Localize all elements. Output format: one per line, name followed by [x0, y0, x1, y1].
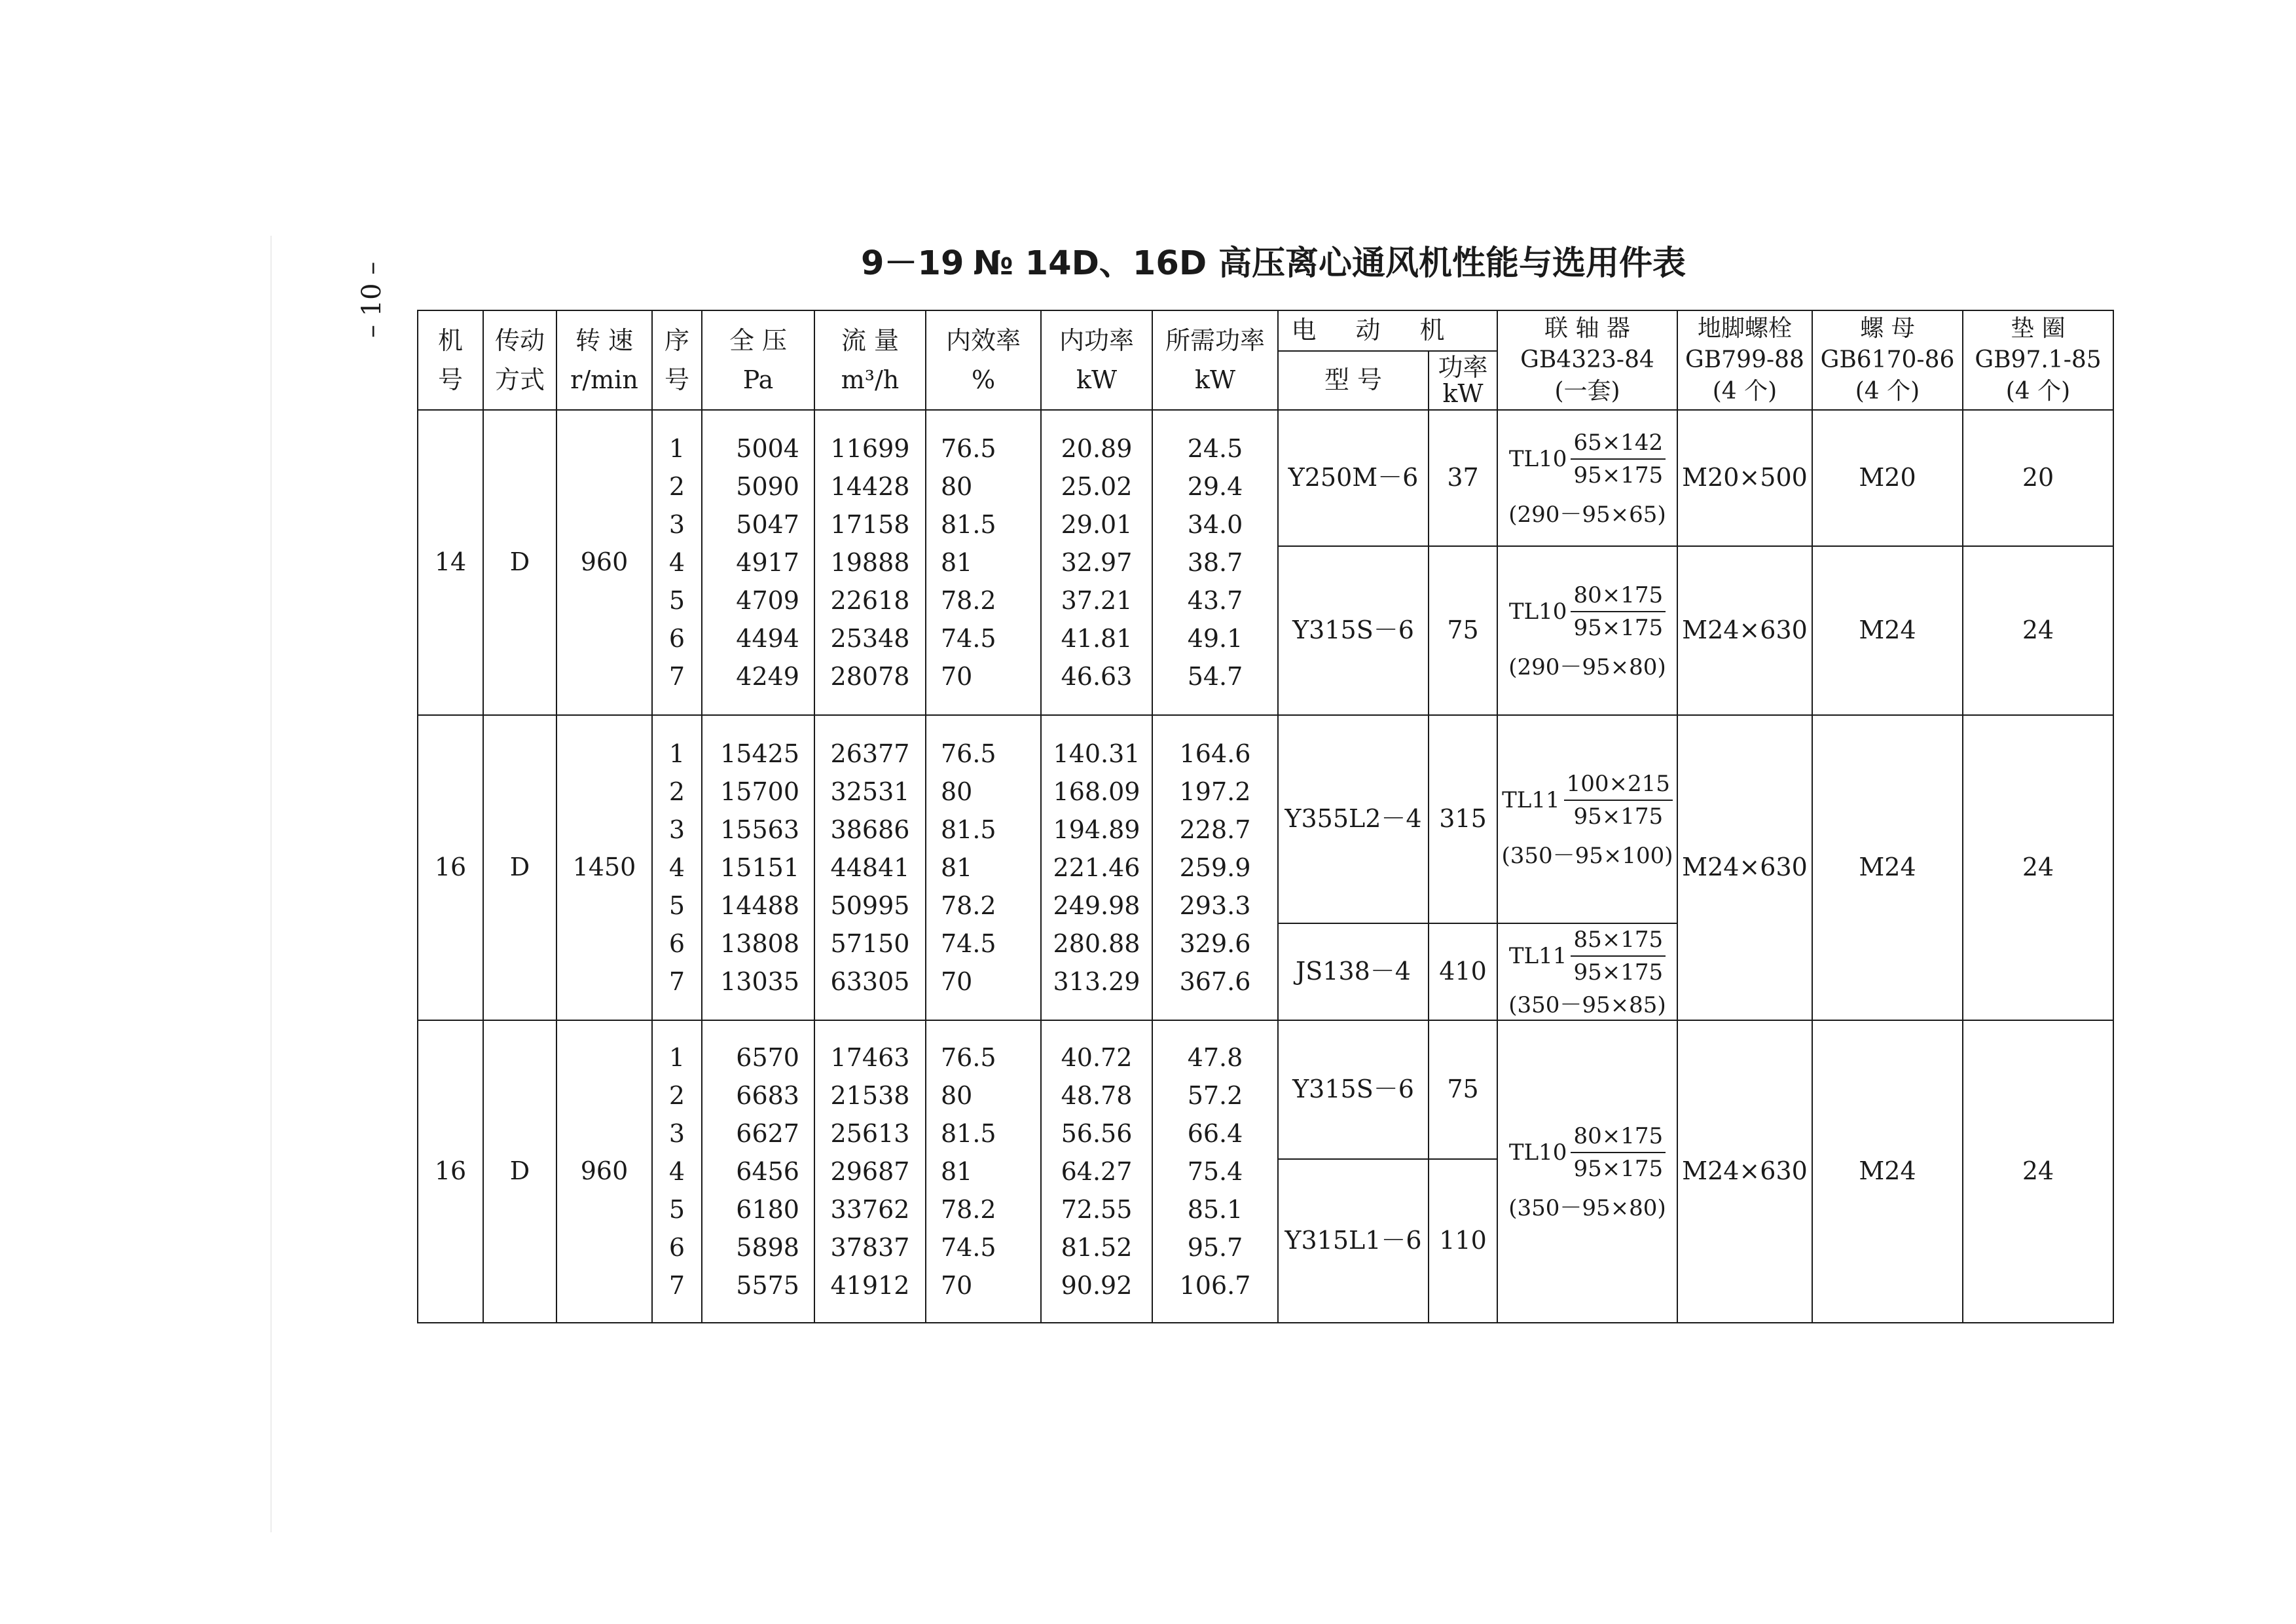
- cell-line: 76.5: [941, 434, 996, 463]
- speed-cell: 960: [556, 1020, 652, 1323]
- cell-line: 14488: [720, 891, 799, 920]
- header-motor: 电动机: [1278, 310, 1497, 351]
- cell-line: 29.01: [1061, 510, 1133, 539]
- machine-no-cell: 14: [418, 410, 483, 715]
- cell-line: 5047: [736, 510, 799, 539]
- motor-power-cell: 75: [1429, 1020, 1497, 1159]
- cell-line: 2: [668, 777, 685, 806]
- cell-line: 80: [941, 472, 973, 501]
- cell-line: 70: [941, 967, 973, 996]
- pressure-cell: [702, 1020, 814, 1323]
- cell-line: 44841: [830, 853, 910, 882]
- drive-cell: D: [483, 715, 556, 1020]
- header-row: [418, 310, 2113, 351]
- header-inpower: 内功率 kW: [1041, 310, 1152, 410]
- cell-line: 57150: [830, 929, 910, 958]
- cell-line: 76.5: [941, 739, 996, 768]
- cell-line: 7: [668, 1271, 685, 1300]
- cell-line: 38686: [830, 815, 910, 844]
- header-motor-power: 功率 kW: [1429, 351, 1497, 410]
- cell-line: 293.3: [1179, 891, 1251, 920]
- cell-line: 47.8: [1187, 1043, 1243, 1072]
- coupling-cell: TL11 $\frac{85\times 175}{95\times 175}$ (350－95×85): [1497, 923, 1677, 1020]
- cell-line: 5: [668, 586, 685, 615]
- washer-cell: 24: [1963, 1020, 2113, 1323]
- cell-line: 95.7: [1187, 1233, 1243, 1262]
- cell-line: 11699: [830, 434, 910, 463]
- drive-cell: D: [483, 1020, 556, 1323]
- cell-line: 6: [668, 624, 685, 653]
- cell-line: 32531: [830, 777, 910, 806]
- motor-model-cell: JS138－4: [1278, 923, 1429, 1020]
- cell-line: 37837: [830, 1233, 910, 1262]
- reqpower-cell: [1152, 715, 1278, 1020]
- motor-power-cell: 37: [1429, 410, 1497, 546]
- bolt-cell: M24×630: [1677, 546, 1812, 715]
- cell-line: 34.0: [1187, 510, 1243, 539]
- seq-cell: [652, 1020, 702, 1323]
- reqpower-cell: [1152, 1020, 1278, 1323]
- cell-line: 81.5: [941, 510, 996, 539]
- cell-line: 4709: [736, 586, 799, 615]
- cell-line: 329.6: [1179, 929, 1251, 958]
- cell-line: 6570: [736, 1043, 799, 1072]
- cell-line: 26377: [830, 739, 910, 768]
- table-row: [418, 410, 2113, 546]
- cell-line: 6: [668, 1233, 685, 1262]
- cell-line: 15700: [720, 777, 799, 806]
- cell-line: 48.78: [1061, 1081, 1133, 1110]
- cell-line: 29687: [830, 1157, 910, 1186]
- cell-line: 54.7: [1187, 662, 1243, 691]
- washer-cell: 20: [1963, 410, 2113, 546]
- header-eff: 内效率 %: [926, 310, 1041, 410]
- cell-line: 85.1: [1187, 1195, 1243, 1224]
- cell-line: 32.97: [1061, 548, 1133, 577]
- cell-line: 4249: [736, 662, 799, 691]
- reqpower-cell: [1152, 410, 1278, 715]
- coupling-cell: TL11 $\frac{100\times 215}{95\times 175}$ (350－95×100): [1497, 715, 1677, 923]
- cell-line: 28078: [830, 662, 910, 691]
- cell-line: 41912: [830, 1271, 910, 1300]
- cell-line: 63305: [830, 967, 910, 996]
- title-text: № 14D、16D 高压离心通风机性能与选用件表: [973, 244, 1686, 283]
- coupling-cell: TL10 $\frac{65\times 142}{95\times 175}$ (290－95×65): [1497, 410, 1677, 546]
- flow-cell: [814, 715, 926, 1020]
- motor-power-cell: 410: [1429, 923, 1497, 1020]
- cell-line: 81: [941, 1157, 973, 1186]
- cell-line: 6456: [736, 1157, 799, 1186]
- cell-line: 37.21: [1061, 586, 1133, 615]
- cell-line: 46.63: [1061, 662, 1133, 691]
- motor-model-cell: Y315S－6: [1278, 546, 1429, 715]
- cell-line: 33762: [830, 1195, 910, 1224]
- machine-no-cell: 16: [418, 1020, 483, 1323]
- cell-line: 49.1: [1187, 624, 1243, 653]
- cell-line: 43.7: [1187, 586, 1243, 615]
- nut-cell: M24: [1812, 1020, 1963, 1323]
- cell-line: 81.5: [941, 1119, 996, 1148]
- cell-line: 313.29: [1053, 967, 1140, 996]
- cell-line: 4: [668, 548, 685, 577]
- seq-cell: [652, 410, 702, 715]
- cell-line: 6627: [736, 1119, 799, 1148]
- cell-line: 140.31: [1053, 739, 1140, 768]
- eff-cell: [926, 715, 1041, 1020]
- performance-table: [417, 310, 2114, 1323]
- page-fold-line: [270, 236, 272, 1532]
- cell-line: 74.5: [941, 624, 996, 653]
- page-number: – 10 –: [357, 261, 387, 339]
- table-row: [418, 1020, 2113, 1159]
- nut-cell: M24: [1812, 546, 1963, 715]
- speed-cell: 960: [556, 410, 652, 715]
- cell-line: 13035: [720, 967, 799, 996]
- cell-line: 90.92: [1061, 1271, 1133, 1300]
- cell-line: 70: [941, 1271, 973, 1300]
- cell-line: 5: [668, 891, 685, 920]
- eff-cell: [926, 410, 1041, 715]
- cell-line: 72.55: [1061, 1195, 1133, 1224]
- cell-line: 7: [668, 967, 685, 996]
- cell-line: 3: [668, 510, 685, 539]
- motor-model-cell: Y355L2－4: [1278, 715, 1429, 923]
- bolt-cell: M24×630: [1677, 1020, 1812, 1323]
- cell-line: 5: [668, 1195, 685, 1224]
- cell-line: 80: [941, 1081, 973, 1110]
- cell-line: 74.5: [941, 929, 996, 958]
- table-title: [831, 241, 1715, 287]
- coupling-cell: TL10 $\frac{80\times 175}{95\times 175}$ (350－95×80): [1497, 1020, 1677, 1323]
- machine-no-cell: 16: [418, 715, 483, 1020]
- cell-line: 78.2: [941, 891, 996, 920]
- nut-cell: M20: [1812, 410, 1963, 546]
- header-reqpower: 所需功率 kW: [1152, 310, 1278, 410]
- speed-cell: 1450: [556, 715, 652, 1020]
- cell-line: 168.09: [1053, 777, 1140, 806]
- seq-cell: [652, 715, 702, 1020]
- nut-cell: M24: [1812, 715, 1963, 1020]
- cell-line: 4917: [736, 548, 799, 577]
- cell-line: 259.9: [1179, 853, 1251, 882]
- table-row: [418, 715, 2113, 923]
- cell-line: 64.27: [1061, 1157, 1133, 1186]
- cell-line: 21538: [830, 1081, 910, 1110]
- cell-line: 6683: [736, 1081, 799, 1110]
- cell-line: 80: [941, 777, 973, 806]
- cell-line: 24.5: [1187, 434, 1243, 463]
- cell-line: 74.5: [941, 1233, 996, 1262]
- cell-line: 367.6: [1179, 967, 1251, 996]
- header-motor-model: 型 号: [1278, 351, 1429, 410]
- cell-line: 78.2: [941, 1195, 996, 1224]
- cell-line: 78.2: [941, 586, 996, 615]
- cell-line: 2: [668, 472, 685, 501]
- header-seq: 序 号: [652, 310, 702, 410]
- pressure-cell: [702, 410, 814, 715]
- motor-model-cell: Y315S－6: [1278, 1020, 1429, 1159]
- title-model: 9－19: [861, 244, 964, 283]
- cell-line: 56.56: [1061, 1119, 1133, 1148]
- inpower-cell: [1041, 410, 1152, 715]
- cell-line: 57.2: [1187, 1081, 1243, 1110]
- header-nut: 螺 母 GB6170-86 (4 个): [1812, 310, 1963, 410]
- motor-power-cell: 75: [1429, 546, 1497, 715]
- cell-line: 4: [668, 853, 685, 882]
- header-flow: 流 量 m³/h: [814, 310, 926, 410]
- cell-line: 6: [668, 929, 685, 958]
- cell-line: 66.4: [1187, 1119, 1243, 1148]
- coupling-cell: TL10 $\frac{80\times 175}{95\times 175}$ (290－95×80): [1497, 546, 1677, 715]
- cell-line: 15425: [720, 739, 799, 768]
- cell-line: 15151: [720, 853, 799, 882]
- header-speed: 转 速 r/min: [556, 310, 652, 410]
- cell-line: 1: [668, 739, 685, 768]
- cell-line: 5575: [736, 1271, 799, 1300]
- inpower-cell: [1041, 715, 1152, 1020]
- cell-line: 14428: [830, 472, 910, 501]
- motor-model-cell: Y315L1－6: [1278, 1159, 1429, 1323]
- cell-line: 81.5: [941, 815, 996, 844]
- cell-line: 70: [941, 662, 973, 691]
- cell-line: 4: [668, 1157, 685, 1186]
- cell-line: 228.7: [1179, 815, 1251, 844]
- inpower-cell: [1041, 1020, 1152, 1323]
- cell-line: 41.81: [1061, 624, 1133, 653]
- washer-cell: 24: [1963, 546, 2113, 715]
- flow-cell: [814, 410, 926, 715]
- cell-line: 221.46: [1053, 853, 1140, 882]
- cell-line: 164.6: [1179, 739, 1251, 768]
- cell-line: 81.52: [1061, 1233, 1133, 1262]
- cell-line: 1: [668, 434, 685, 463]
- cell-line: 38.7: [1187, 548, 1243, 577]
- cell-line: 25348: [830, 624, 910, 653]
- cell-line: 40.72: [1061, 1043, 1133, 1072]
- motor-power-cell: 315: [1429, 715, 1497, 923]
- motor-power-cell: 110: [1429, 1159, 1497, 1323]
- cell-line: 81: [941, 548, 973, 577]
- cell-line: 5090: [736, 472, 799, 501]
- cell-line: 19888: [830, 548, 910, 577]
- cell-line: 7: [668, 662, 685, 691]
- cell-line: 25613: [830, 1119, 910, 1148]
- cell-line: 197.2: [1179, 777, 1251, 806]
- cell-line: 5004: [736, 434, 799, 463]
- flow-cell: [814, 1020, 926, 1323]
- bolt-cell: M24×630: [1677, 715, 1812, 1020]
- header-machine-no: 机 号: [418, 310, 483, 410]
- cell-line: 13808: [720, 929, 799, 958]
- header-drive: 传动 方式: [483, 310, 556, 410]
- header-bolt: 地脚螺栓 GB799-88 (4 个): [1677, 310, 1812, 410]
- header-coupling: 联 轴 器 GB4323-84 (一套): [1497, 310, 1677, 410]
- header-washer: 垫 圈 GB97.1-85 (4 个): [1963, 310, 2113, 410]
- cell-line: 20.89: [1061, 434, 1133, 463]
- cell-line: 106.7: [1179, 1271, 1251, 1300]
- cell-line: 25.02: [1061, 472, 1133, 501]
- cell-line: 50995: [830, 891, 910, 920]
- cell-line: 249.98: [1053, 891, 1140, 920]
- drive-cell: D: [483, 410, 556, 715]
- cell-line: 75.4: [1187, 1157, 1243, 1186]
- cell-line: 6180: [736, 1195, 799, 1224]
- cell-line: 4494: [736, 624, 799, 653]
- cell-line: 194.89: [1053, 815, 1140, 844]
- pressure-cell: [702, 715, 814, 1020]
- cell-line: 29.4: [1187, 472, 1243, 501]
- bolt-cell: M20×500: [1677, 410, 1812, 546]
- cell-line: 17158: [830, 510, 910, 539]
- cell-line: 15563: [720, 815, 799, 844]
- cell-line: 17463: [830, 1043, 910, 1072]
- cell-line: 22618: [830, 586, 910, 615]
- motor-model-cell: Y250M－6: [1278, 410, 1429, 546]
- cell-line: 76.5: [941, 1043, 996, 1072]
- cell-line: 280.88: [1053, 929, 1140, 958]
- cell-line: 5898: [736, 1233, 799, 1262]
- cell-line: 3: [668, 815, 685, 844]
- cell-line: 2: [668, 1081, 685, 1110]
- cell-line: 1: [668, 1043, 685, 1072]
- header-pressure: 全 压 Pa: [702, 310, 814, 410]
- eff-cell: [926, 1020, 1041, 1323]
- cell-line: 3: [668, 1119, 685, 1148]
- cell-line: 81: [941, 853, 973, 882]
- washer-cell: 24: [1963, 715, 2113, 1020]
